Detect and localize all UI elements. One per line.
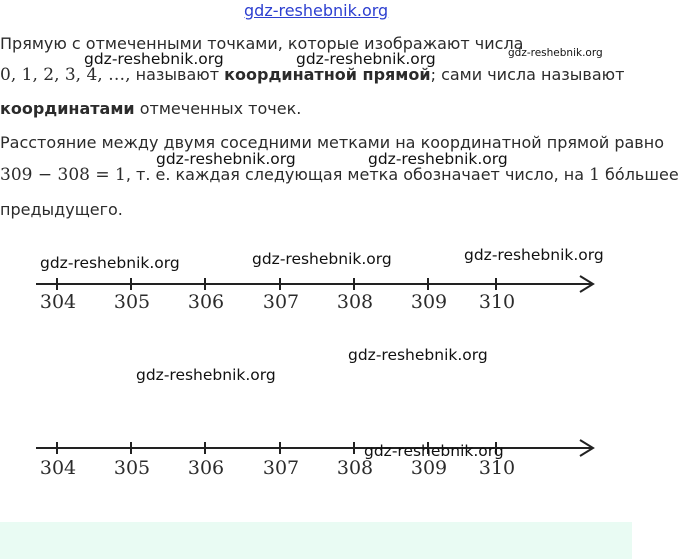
paragraph-1-line-3 — [0, 98, 301, 120]
watermark: gdz-reshebnik.org — [368, 150, 508, 168]
tick-label: 305 — [113, 291, 151, 313]
tick-label: 309 — [410, 291, 448, 313]
p1-end: ; сами числа называют — [430, 65, 625, 84]
tick-label: 309 — [410, 457, 448, 479]
paragraph-2-line-3 — [0, 199, 123, 221]
term-coordinates: координатами — [0, 99, 135, 118]
watermark: gdz-reshebnik.org — [464, 246, 604, 264]
p2-mid: , т. е. каждая следующая метка обозначает число, на — [125, 165, 590, 184]
term-coordinate-line: координатной прямой — [224, 65, 431, 84]
tick-label: 310 — [478, 457, 516, 479]
p2-end: бо́льшее — [599, 165, 679, 184]
footer-band — [0, 522, 632, 559]
tick-label: 306 — [187, 291, 225, 313]
tick-label: 308 — [336, 457, 374, 479]
watermark: gdz-reshebnik.org — [84, 50, 224, 68]
tick-label: 310 — [478, 291, 516, 313]
tick-label: 304 — [39, 457, 77, 479]
number-sequence: 0, 1, 2, 3, 4, …, — [0, 65, 131, 85]
tick-label: 308 — [336, 291, 374, 313]
watermark: gdz-reshebnik.org — [296, 50, 436, 68]
paragraph-2-line-1 — [0, 132, 664, 154]
p2-tail: предыдущего. — [0, 200, 123, 219]
tick-label: 307 — [262, 457, 300, 479]
tick-label: 306 — [187, 457, 225, 479]
tick-label: 305 — [113, 457, 151, 479]
paragraph-2-line-2 — [0, 164, 679, 186]
p2-text: Расстояние между двумя соседними метками на координатной прямой равно — [0, 133, 664, 152]
number-one: 1 — [589, 165, 600, 185]
watermark-link[interactable]: gdz-reshebnik.org — [244, 1, 389, 20]
tick-label: 304 — [39, 291, 77, 313]
watermark: gdz-reshebnik.org — [508, 47, 603, 59]
tick-label: 307 — [262, 291, 300, 313]
equation: 309 − 308 = 1 — [0, 165, 126, 185]
watermark: gdz-reshebnik.org — [252, 250, 392, 268]
watermark: gdz-reshebnik.org — [40, 254, 180, 272]
number-line-2 — [0, 424, 632, 484]
watermark: gdz-reshebnik.org — [348, 346, 488, 364]
watermark: gdz-reshebnik.org — [136, 366, 276, 384]
paragraph-1-line-1 — [0, 33, 523, 55]
p1-text: Прямую с отмеченными точками, которые изображают числа — [0, 34, 524, 53]
p1-mid: называют — [130, 65, 225, 84]
watermark: gdz-reshebnik.org — [364, 442, 504, 460]
watermark: gdz-reshebnik.org — [156, 150, 296, 168]
p1-tail: отмеченных точек. — [134, 99, 302, 118]
